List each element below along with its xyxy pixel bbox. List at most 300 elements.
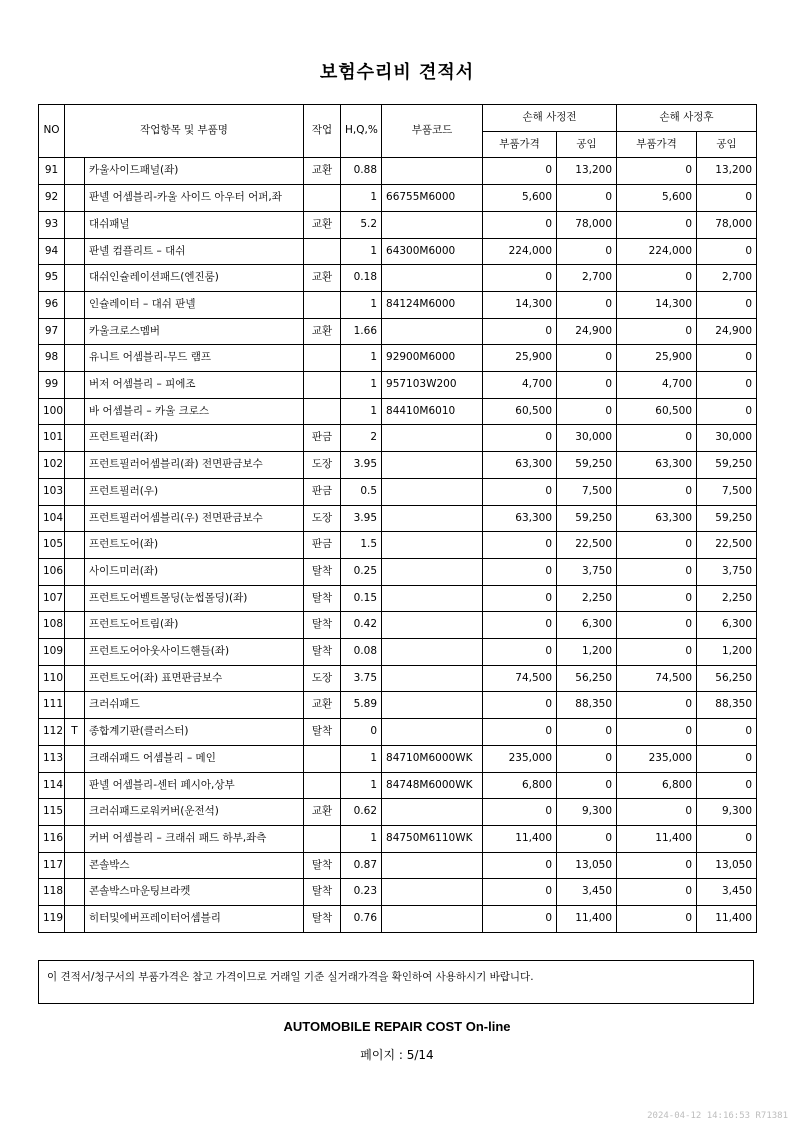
- before-labor: 59,250: [557, 505, 617, 532]
- header-before-labor: 공임: [557, 131, 617, 158]
- row-number: 104: [39, 505, 65, 532]
- work-type: 탈착: [304, 906, 341, 933]
- before-part-price: 0: [483, 425, 557, 452]
- item-name: 콘솔박스: [85, 852, 304, 879]
- row-number: 108: [39, 612, 65, 639]
- row-flag: [65, 158, 85, 185]
- before-part-price: 0: [483, 906, 557, 933]
- part-code: [382, 558, 483, 585]
- after-part-price: 14,300: [617, 291, 697, 318]
- print-timestamp: 2024-04-12 14:16:53 R71381: [647, 1111, 788, 1121]
- after-labor: 9,300: [697, 799, 757, 826]
- after-part-price: 0: [617, 879, 697, 906]
- item-name: 프런트도어벨트몰딩(눈썹몰딩)(좌): [85, 585, 304, 612]
- hours-quantity: 0: [341, 719, 382, 746]
- work-type: 도장: [304, 505, 341, 532]
- hours-quantity: 0.25: [341, 558, 382, 585]
- work-type: [304, 238, 341, 265]
- work-type: [304, 772, 341, 799]
- part-code: [382, 505, 483, 532]
- part-code: 84124M6000: [382, 291, 483, 318]
- row-flag: [65, 505, 85, 532]
- after-part-price: 25,900: [617, 345, 697, 372]
- after-part-price: 0: [617, 852, 697, 879]
- work-type: 탈착: [304, 639, 341, 666]
- item-name: 대쉬패널: [85, 211, 304, 238]
- row-flag: [65, 692, 85, 719]
- item-name: 크러쉬패드로워커버(운전석): [85, 799, 304, 826]
- row-flag: [65, 211, 85, 238]
- part-code: [382, 318, 483, 345]
- table-row: [39, 211, 757, 238]
- row-flag: [65, 558, 85, 585]
- before-labor: 22,500: [557, 532, 617, 559]
- before-part-price: 4,700: [483, 372, 557, 399]
- after-labor: 0: [697, 772, 757, 799]
- after-part-price: 0: [617, 478, 697, 505]
- before-part-price: 0: [483, 879, 557, 906]
- before-labor: 56,250: [557, 665, 617, 692]
- table-row: [39, 719, 757, 746]
- row-flag: [65, 639, 85, 666]
- row-number: 99: [39, 372, 65, 399]
- row-number: 97: [39, 318, 65, 345]
- item-name: 사이드미러(좌): [85, 558, 304, 585]
- before-labor: 0: [557, 372, 617, 399]
- after-labor: 13,050: [697, 852, 757, 879]
- before-labor: 0: [557, 345, 617, 372]
- after-labor: 1,200: [697, 639, 757, 666]
- row-number: 112: [39, 719, 65, 746]
- item-name: 크러쉬패드: [85, 692, 304, 719]
- header-after-part-price: 부품가격: [617, 131, 697, 158]
- hours-quantity: 1: [341, 398, 382, 425]
- row-number: 114: [39, 772, 65, 799]
- after-labor: 2,700: [697, 265, 757, 292]
- row-number: 107: [39, 585, 65, 612]
- item-name: 프런트필러어셈블리(우) 전면판금보수: [85, 505, 304, 532]
- part-code: [382, 585, 483, 612]
- after-part-price: 0: [617, 906, 697, 933]
- after-part-price: 5,600: [617, 185, 697, 212]
- after-labor: 56,250: [697, 665, 757, 692]
- after-labor: 3,450: [697, 879, 757, 906]
- hours-quantity: 1: [341, 372, 382, 399]
- row-flag: [65, 906, 85, 933]
- table-row: [39, 291, 757, 318]
- table-row: [39, 585, 757, 612]
- before-labor: 11,400: [557, 906, 617, 933]
- work-type: [304, 825, 341, 852]
- before-labor: 24,900: [557, 318, 617, 345]
- after-labor: 88,350: [697, 692, 757, 719]
- item-name: 유니트 어셈블리-무드 램프: [85, 345, 304, 372]
- before-labor: 88,350: [557, 692, 617, 719]
- table-row: [39, 825, 757, 852]
- row-flag: [65, 879, 85, 906]
- row-number: 115: [39, 799, 65, 826]
- header-after-labor: 공임: [697, 131, 757, 158]
- after-labor: 11,400: [697, 906, 757, 933]
- after-part-price: 0: [617, 585, 697, 612]
- row-number: 113: [39, 745, 65, 772]
- document-title: 보험수리비 견적서: [319, 62, 475, 83]
- before-part-price: 6,800: [483, 772, 557, 799]
- hours-quantity: 0.88: [341, 158, 382, 185]
- after-labor: 24,900: [697, 318, 757, 345]
- table-body: [39, 158, 757, 932]
- after-part-price: 60,500: [617, 398, 697, 425]
- table-row: [39, 612, 757, 639]
- work-type: 도장: [304, 452, 341, 479]
- item-name: 카울사이드패널(좌): [85, 158, 304, 185]
- before-part-price: 0: [483, 532, 557, 559]
- after-part-price: 74,500: [617, 665, 697, 692]
- row-number: 110: [39, 665, 65, 692]
- before-part-price: 0: [483, 692, 557, 719]
- header-part-code: 부품코드: [382, 105, 483, 158]
- row-flag: [65, 612, 85, 639]
- after-labor: 13,200: [697, 158, 757, 185]
- table-row: [39, 745, 757, 772]
- work-type: 교환: [304, 211, 341, 238]
- before-labor: 2,250: [557, 585, 617, 612]
- before-part-price: 5,600: [483, 185, 557, 212]
- after-labor: 0: [697, 345, 757, 372]
- work-type: [304, 398, 341, 425]
- work-type: 판금: [304, 425, 341, 452]
- part-code: [382, 532, 483, 559]
- row-flag: [65, 478, 85, 505]
- part-code: [382, 211, 483, 238]
- before-labor: 3,750: [557, 558, 617, 585]
- before-part-price: 25,900: [483, 345, 557, 372]
- item-name: 프런트필러(우): [85, 478, 304, 505]
- work-type: 판금: [304, 478, 341, 505]
- after-part-price: 4,700: [617, 372, 697, 399]
- part-code: [382, 612, 483, 639]
- row-flag: [65, 372, 85, 399]
- after-labor: 0: [697, 291, 757, 318]
- hours-quantity: 0.42: [341, 612, 382, 639]
- work-type: 탈착: [304, 612, 341, 639]
- after-labor: 0: [697, 745, 757, 772]
- before-part-price: 63,300: [483, 505, 557, 532]
- row-flag: [65, 452, 85, 479]
- page-number: 페이지 : 5/14: [360, 1048, 434, 1062]
- after-part-price: 0: [617, 612, 697, 639]
- table-row: [39, 505, 757, 532]
- item-name: 프런트도어아웃사이드핸들(좌): [85, 639, 304, 666]
- after-part-price: 0: [617, 692, 697, 719]
- after-part-price: 0: [617, 532, 697, 559]
- after-part-price: 6,800: [617, 772, 697, 799]
- row-flag: [65, 532, 85, 559]
- row-number: 117: [39, 852, 65, 879]
- hours-quantity: 1.5: [341, 532, 382, 559]
- work-type: 교환: [304, 799, 341, 826]
- before-labor: 13,050: [557, 852, 617, 879]
- table-row: [39, 425, 757, 452]
- work-type: 탈착: [304, 852, 341, 879]
- hours-quantity: 1: [341, 745, 382, 772]
- item-name: 크래쉬패드 어셈블리 – 메인: [85, 745, 304, 772]
- table-row: [39, 185, 757, 212]
- hours-quantity: 3.95: [341, 452, 382, 479]
- row-number: 118: [39, 879, 65, 906]
- row-flag: [65, 185, 85, 212]
- before-labor: 6,300: [557, 612, 617, 639]
- before-part-price: 0: [483, 639, 557, 666]
- before-labor: 2,700: [557, 265, 617, 292]
- after-labor: 0: [697, 372, 757, 399]
- part-code: 84748M6000WK: [382, 772, 483, 799]
- before-part-price: 0: [483, 211, 557, 238]
- row-flag: [65, 318, 85, 345]
- before-part-price: 224,000: [483, 238, 557, 265]
- row-number: 100: [39, 398, 65, 425]
- part-code: [382, 478, 483, 505]
- part-code: 84710M6000WK: [382, 745, 483, 772]
- table-row: [39, 772, 757, 799]
- work-type: 탈착: [304, 558, 341, 585]
- row-flag: [65, 745, 85, 772]
- work-type: [304, 291, 341, 318]
- before-part-price: 0: [483, 158, 557, 185]
- part-code: 84410M6010: [382, 398, 483, 425]
- header-after-adjustment: 손해 사정후: [617, 105, 757, 132]
- row-flag: [65, 585, 85, 612]
- hours-quantity: 3.95: [341, 505, 382, 532]
- table-row: [39, 238, 757, 265]
- after-labor: 3,750: [697, 558, 757, 585]
- after-labor: 0: [697, 238, 757, 265]
- hours-quantity: 1: [341, 291, 382, 318]
- item-name: 판넬 컴플리트 – 대쉬: [85, 238, 304, 265]
- after-part-price: 0: [617, 265, 697, 292]
- table-row: [39, 372, 757, 399]
- after-labor: 0: [697, 825, 757, 852]
- part-code: 957103W200: [382, 372, 483, 399]
- footer-title: AUTOMOBILE REPAIR COST On-line: [283, 1019, 511, 1034]
- before-part-price: 11,400: [483, 825, 557, 852]
- after-part-price: 0: [617, 318, 697, 345]
- after-labor: 0: [697, 719, 757, 746]
- item-name: 프런트필러(좌): [85, 425, 304, 452]
- table-row: [39, 158, 757, 185]
- table-row: [39, 639, 757, 666]
- after-part-price: 0: [617, 639, 697, 666]
- after-labor: 59,250: [697, 505, 757, 532]
- table-row: [39, 558, 757, 585]
- before-part-price: 0: [483, 612, 557, 639]
- item-name: 카울크로스멤버: [85, 318, 304, 345]
- table-row: [39, 265, 757, 292]
- row-number: 106: [39, 558, 65, 585]
- hours-quantity: 1: [341, 185, 382, 212]
- before-labor: 0: [557, 238, 617, 265]
- before-labor: 13,200: [557, 158, 617, 185]
- part-code: [382, 425, 483, 452]
- after-part-price: 0: [617, 719, 697, 746]
- item-name: 판넬 어셈블리-센터 페시아,상부: [85, 772, 304, 799]
- part-code: [382, 639, 483, 666]
- after-part-price: 235,000: [617, 745, 697, 772]
- item-name: 버저 어셈블리 – 피에조: [85, 372, 304, 399]
- work-type: [304, 745, 341, 772]
- header-no: NO: [39, 105, 65, 158]
- table-row: [39, 799, 757, 826]
- hours-quantity: 2: [341, 425, 382, 452]
- row-flag: [65, 238, 85, 265]
- estimate-table: [38, 104, 757, 933]
- row-number: 94: [39, 238, 65, 265]
- before-labor: 0: [557, 185, 617, 212]
- before-labor: 0: [557, 719, 617, 746]
- row-number: 102: [39, 452, 65, 479]
- header-item: 작업항목 및 부품명: [65, 105, 304, 158]
- after-labor: 30,000: [697, 425, 757, 452]
- before-labor: 9,300: [557, 799, 617, 826]
- after-part-price: 11,400: [617, 825, 697, 852]
- after-part-price: 0: [617, 158, 697, 185]
- header-before-adjustment: 손해 사정전: [483, 105, 617, 132]
- after-labor: 0: [697, 185, 757, 212]
- hours-quantity: 1: [341, 772, 382, 799]
- row-number: 98: [39, 345, 65, 372]
- hours-quantity: 0.18: [341, 265, 382, 292]
- row-number: 95: [39, 265, 65, 292]
- row-flag: T: [65, 719, 85, 746]
- before-labor: 0: [557, 825, 617, 852]
- row-flag: [65, 265, 85, 292]
- row-number: 111: [39, 692, 65, 719]
- work-type: 도장: [304, 665, 341, 692]
- row-flag: [65, 425, 85, 452]
- hours-quantity: 0.87: [341, 852, 382, 879]
- before-labor: 7,500: [557, 478, 617, 505]
- item-name: 종합계기판(클러스터): [85, 719, 304, 746]
- part-code: [382, 906, 483, 933]
- item-name: 커버 어셈블리 – 크래쉬 패드 하부,좌측: [85, 825, 304, 852]
- before-part-price: 0: [483, 318, 557, 345]
- row-number: 91: [39, 158, 65, 185]
- work-type: 탈착: [304, 879, 341, 906]
- part-code: [382, 158, 483, 185]
- item-name: 콘솔박스마운팅브라켓: [85, 879, 304, 906]
- work-type: [304, 345, 341, 372]
- row-flag: [65, 852, 85, 879]
- table-row: [39, 665, 757, 692]
- table-row: [39, 532, 757, 559]
- hours-quantity: 0.08: [341, 639, 382, 666]
- after-part-price: 63,300: [617, 505, 697, 532]
- hours-quantity: 0.62: [341, 799, 382, 826]
- part-code: [382, 452, 483, 479]
- hours-quantity: 5.89: [341, 692, 382, 719]
- after-part-price: 0: [617, 558, 697, 585]
- row-flag: [65, 665, 85, 692]
- part-code: [382, 719, 483, 746]
- before-part-price: 0: [483, 558, 557, 585]
- part-code: 92900M6000: [382, 345, 483, 372]
- before-labor: 0: [557, 398, 617, 425]
- after-labor: 0: [697, 398, 757, 425]
- work-type: [304, 372, 341, 399]
- work-type: 교환: [304, 318, 341, 345]
- part-code: [382, 879, 483, 906]
- table-row: [39, 318, 757, 345]
- table-row: [39, 692, 757, 719]
- before-labor: 0: [557, 291, 617, 318]
- hours-quantity: 5.2: [341, 211, 382, 238]
- before-part-price: 0: [483, 478, 557, 505]
- work-type: 탈착: [304, 719, 341, 746]
- price-notice: 이 견적서/청구서의 부품가격은 참고 가격이므로 거래일 기준 실거래가격을 확인하여 사용하시기 바랍니다.: [38, 960, 754, 1004]
- table-row: [39, 906, 757, 933]
- before-part-price: 235,000: [483, 745, 557, 772]
- hours-quantity: 0.23: [341, 879, 382, 906]
- work-type: 판금: [304, 532, 341, 559]
- work-type: [304, 185, 341, 212]
- before-part-price: 0: [483, 799, 557, 826]
- item-name: 프런트도어트림(좌): [85, 612, 304, 639]
- before-labor: 59,250: [557, 452, 617, 479]
- part-code: [382, 665, 483, 692]
- table-row: [39, 879, 757, 906]
- part-code: [382, 265, 483, 292]
- row-number: 92: [39, 185, 65, 212]
- row-flag: [65, 345, 85, 372]
- row-flag: [65, 772, 85, 799]
- before-part-price: 0: [483, 265, 557, 292]
- row-flag: [65, 799, 85, 826]
- item-name: 프런트필러어셈블리(좌) 전면판금보수: [85, 452, 304, 479]
- after-labor: 6,300: [697, 612, 757, 639]
- row-number: 93: [39, 211, 65, 238]
- part-code: [382, 692, 483, 719]
- after-part-price: 63,300: [617, 452, 697, 479]
- header-before-part-price: 부품가격: [483, 131, 557, 158]
- table-row: [39, 852, 757, 879]
- after-part-price: 0: [617, 799, 697, 826]
- before-part-price: 14,300: [483, 291, 557, 318]
- item-name: 바 어셈블리 – 카울 크로스: [85, 398, 304, 425]
- hours-quantity: 0.15: [341, 585, 382, 612]
- before-labor: 0: [557, 745, 617, 772]
- row-number: 103: [39, 478, 65, 505]
- part-code: [382, 799, 483, 826]
- row-number: 119: [39, 906, 65, 933]
- before-part-price: 63,300: [483, 452, 557, 479]
- table-header: [39, 105, 757, 158]
- before-part-price: 0: [483, 719, 557, 746]
- after-labor: 22,500: [697, 532, 757, 559]
- after-labor: 7,500: [697, 478, 757, 505]
- item-name: 프런트도어(좌) 표면판금보수: [85, 665, 304, 692]
- after-labor: 59,250: [697, 452, 757, 479]
- hours-quantity: 1: [341, 238, 382, 265]
- before-part-price: 60,500: [483, 398, 557, 425]
- hours-quantity: 1: [341, 825, 382, 852]
- header-work: 작업: [304, 105, 341, 158]
- before-labor: 1,200: [557, 639, 617, 666]
- row-flag: [65, 398, 85, 425]
- before-labor: 3,450: [557, 879, 617, 906]
- before-labor: 0: [557, 772, 617, 799]
- header-hq: H,Q,%: [341, 105, 382, 158]
- work-type: 교환: [304, 692, 341, 719]
